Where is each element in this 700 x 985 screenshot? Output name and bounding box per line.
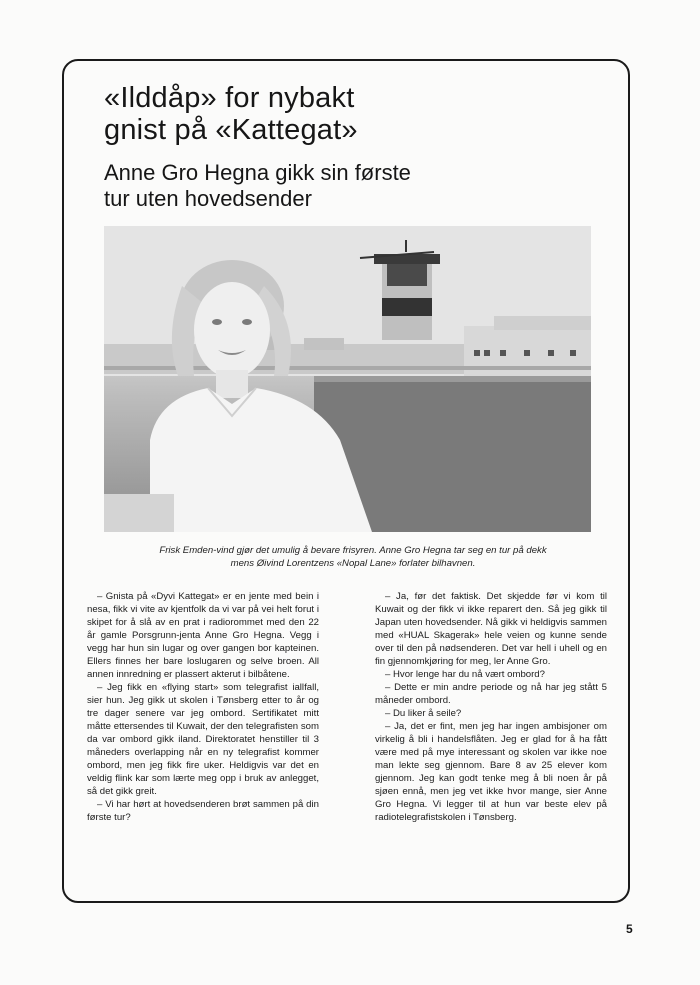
paragraph: – Dette er min andre periode og nå har jeg stått 5 måneder ombord. — [375, 682, 607, 706]
paragraph: – Du liker å seile? — [385, 708, 462, 719]
photo-illustration — [104, 226, 591, 532]
article-column-left — [87, 590, 319, 824]
article-subtitle — [104, 160, 574, 212]
paragraph: – Ja, det er fint, men jeg har ingen ambisjoner om virkelig å bli i handelsflåten. Jeg er glad for å ha fått være med på mye interessant og skolen var ikke noe man lekte seg gjennom. Bare 8 av 25 elever kom gjennom. Jeg kan godt tenke meg å bli noen år på sjøen ennå, men jeg vet ikke hvor mange, sier Anne Gro Hegna. Vi legger til at hun var beste elev på radiotelegrafistskolen i Tønsberg. — [375, 721, 607, 823]
photo-caption — [108, 544, 598, 570]
photo-caption-line: Frisk Emden-vind gjør det umulig å bevare frisyren. Anne Gro Hegna tar seg en tur på dekk — [159, 545, 547, 556]
article-column-right — [375, 590, 607, 824]
article-title-line: gnist på «Kattegat» — [104, 114, 358, 146]
article-subtitle-line: tur uten hovedsender — [104, 186, 312, 211]
paragraph: – Jeg fikk en «flying start» som telegrafist iallfall, sier hun. Jeg gikk ut skolen i Tønsberg etter to år og tre dager senere var jeg ombord. Sertifikatet mitt måtte ettersendes til Kuwait, der den telegrafisten som da var ombord gikk iland. Direktoratet henstiller til 3 måneders overlapping når en ny telegrafist kommer ombord, men jeg fikk fire uker. Heldigvis var det en veldig flink kar som lærte meg opp i bruk av anlegget, så det gikk greit. — [87, 682, 319, 797]
paragraph: – Gnista på «Dyvi Kattegat» er en jente med bein i nesa, fikk vi vite av kjentfolk da vi var på vei helt forut i skipet for å slå av en prat i radiorommet med den 22 år gamle Porsgrunn-jenta Anne Gro Hegna. Vegg i vegg har hun sin lugar og over gangen bor kapteinen. Ellers finnes her bare loslugaren og selve broen. All annen innredning er plassert akterut i bilbåtene. — [87, 591, 319, 680]
photo-caption-line: mens Øivind Lorentzens «Nopal Lane» forlater bilhavnen. — [230, 558, 476, 569]
article-title-line: «Ilddåp» for nybakt — [104, 82, 355, 114]
paragraph: – Vi har hørt at hovedsenderen brøt sammen på din første tur? — [87, 799, 319, 823]
article-subtitle-line: Anne Gro Hegna gikk sin første — [104, 160, 411, 185]
article-photo — [104, 226, 591, 532]
page-number: 5 — [626, 922, 633, 936]
paragraph: – Hvor lenge har du nå vært ombord? — [385, 669, 545, 680]
article-title — [104, 82, 574, 146]
paragraph: – Ja, før det faktisk. Det skjedde før vi kom til Kuwait og der fikk vi ikke reparert den. Så jeg gikk til Japan uten hovedsender. Nå gikk vi heldigvis sammen med «HUAL Skagerak» hele veien og kunne sende over til den på nødsenderen. Det var hell i uhell og en fin gjennomkjøring for meg, ler Anne Gro. — [375, 591, 607, 667]
